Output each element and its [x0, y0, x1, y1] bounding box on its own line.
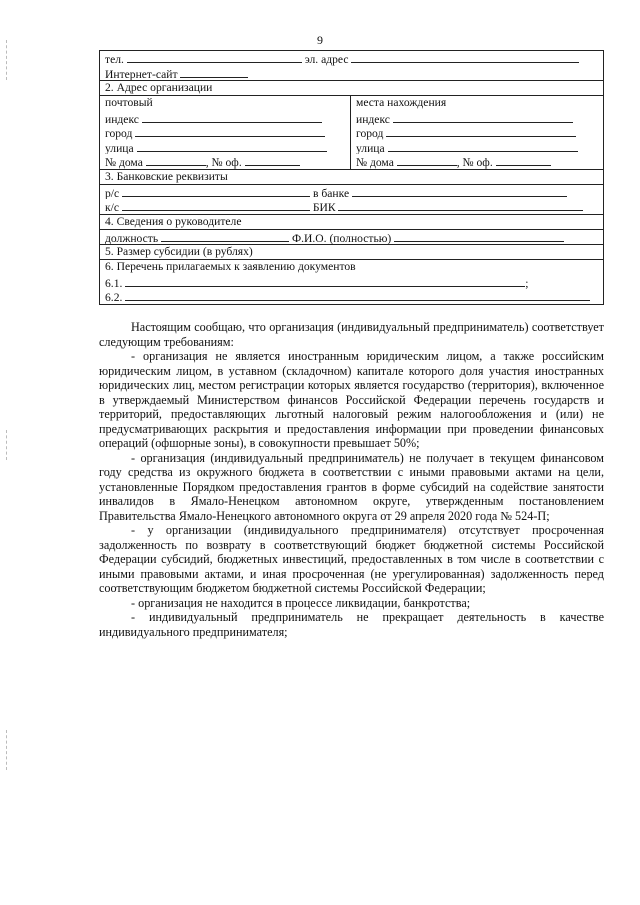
phone-email-row	[105, 51, 598, 66]
doc-1-end: ;	[525, 276, 529, 289]
section-3-title: 3. Банковские реквизиты	[100, 169, 604, 184]
account-field[interactable]	[122, 185, 310, 197]
postal-house-field[interactable]	[146, 154, 206, 166]
location-address-cell	[351, 96, 604, 170]
location-office-field[interactable]	[496, 154, 551, 166]
email-label: эл. адрес	[304, 53, 349, 66]
website-field[interactable]	[180, 66, 248, 78]
fio-field[interactable]	[394, 230, 564, 242]
postal-house-label: № дома	[105, 156, 143, 169]
postal-house-row	[105, 154, 345, 169]
section-4-title: 4. Сведения о руководителе	[100, 214, 604, 229]
postal-index-row	[105, 111, 345, 126]
scan-margin-mark	[6, 40, 7, 80]
postal-city-label: город	[105, 127, 133, 140]
requirement-item: - организация не находится в процессе ликвидации, банкротства;	[131, 595, 471, 610]
head-row	[105, 230, 598, 245]
location-index-row	[356, 111, 598, 126]
bik-field[interactable]	[338, 199, 583, 211]
declaration-text	[99, 320, 604, 639]
location-street-field[interactable]	[388, 140, 578, 152]
scan-margin-mark	[6, 430, 7, 460]
requirement-item: - организация (индивидуальный предприниматель) не получает в текущем финансовом году средства из окружного бюджета в соответствии с иными правовыми актами на цели, установленные Порядком предоставления грантов в форме субсидий на содействие занятости инвалидов в Ямало-Ненецком автономном округе, утвержденным постановлением Правительства Ямало-Ненецкого автономного округа от 29 апреля 2020 года № 524-П;	[99, 450, 604, 523]
bik-label: БИК	[312, 201, 336, 214]
postal-address-cell	[100, 96, 351, 170]
doc-2-row	[105, 289, 598, 304]
postal-office-field[interactable]	[245, 154, 300, 166]
bank-label: в банке	[312, 186, 350, 199]
doc-1-label: 6.1.	[105, 276, 123, 289]
section-6-title: 6. Перечень прилагаемых к заявлению документов	[105, 260, 356, 273]
location-city-label: город	[356, 127, 384, 140]
phone-label: тел.	[105, 53, 124, 66]
postal-label: почтовый	[105, 96, 153, 109]
corr-account-label: к/с	[105, 201, 119, 214]
postal-street-row	[105, 140, 345, 155]
postal-index-label: индекс	[105, 112, 139, 125]
account-label: р/с	[105, 186, 120, 199]
bank-details-cell	[100, 184, 604, 214]
section-2-title: 2. Адрес организации	[100, 81, 604, 96]
application-form-table	[99, 50, 604, 305]
location-house-label: № дома	[356, 156, 394, 169]
doc-2-field[interactable]	[125, 289, 590, 301]
location-house-row	[356, 154, 598, 169]
postal-office-label: , № оф.	[205, 156, 242, 169]
doc-2-label: 6.2.	[105, 291, 123, 304]
declaration-intro: Настоящим сообщаю, что организация (индивидуальный предприниматель) соответствует следующим требованиям:	[99, 320, 604, 349]
location-office-label: , № оф.	[456, 156, 493, 169]
scan-margin-mark	[6, 730, 7, 770]
email-field[interactable]	[351, 51, 579, 63]
location-street-label: улица	[356, 141, 385, 154]
location-street-row	[356, 140, 598, 155]
location-index-label: индекс	[356, 112, 390, 125]
location-city-field[interactable]	[386, 125, 576, 137]
position-field[interactable]	[161, 230, 289, 242]
requirement-item: - индивидуальный предприниматель не прекращает деятельность в качестве индивидуального предпринимателя;	[99, 610, 604, 639]
doc-1-row	[105, 275, 598, 290]
location-label: места нахождения	[356, 96, 447, 109]
documents-cell	[100, 260, 604, 305]
location-city-row	[356, 125, 598, 140]
bank-field[interactable]	[352, 185, 567, 197]
postal-index-field[interactable]	[142, 111, 322, 123]
section-5-title: 5. Размер субсидии (в рублях)	[100, 245, 604, 260]
doc-1-field[interactable]	[125, 275, 525, 287]
corr-row	[105, 199, 598, 214]
corr-account-field[interactable]	[122, 199, 310, 211]
website-row	[105, 66, 598, 81]
contacts-cell	[100, 51, 604, 81]
account-row	[105, 185, 598, 200]
phone-field[interactable]	[127, 51, 302, 63]
website-label: Интернет-сайт	[105, 67, 178, 80]
location-house-field[interactable]	[397, 154, 457, 166]
requirement-item: - организация не является иностранным юридическим лицом, а также российским юридическим лицом, в уставном (складочном) капитале которого доля участия иностранных юридических лиц, местом регистрации которых является государство (территория), включенное в утверждаемый Министерством финансов Российской Федерации перечень государств и территорий, предоставляющих льготный налоговый режим налогообложения и (или) не предусматривающих раскрытия и предоставления информации при проведении финансовых операций (офшорные зоны), в совокупности превышает 50%;	[99, 349, 604, 450]
page-number: 9	[317, 33, 323, 47]
postal-city-field[interactable]	[135, 125, 325, 137]
fio-label: Ф.И.О. (полностью)	[291, 231, 392, 244]
position-label: должность	[105, 231, 159, 244]
postal-city-row	[105, 125, 345, 140]
location-index-field[interactable]	[393, 111, 573, 123]
postal-street-field[interactable]	[137, 140, 327, 152]
requirement-item: - у организации (индивидуального предпринимателя) отсутствует просроченная задолженность по возврату в соответствующий бюджет бюджетной системы Российской Федерации субсидий, бюджетных инвестиций, предоставленных в том числе в соответствии с иными правовыми актами, и иная просроченная (не урегулированная) задолженность перед соответствующим бюджетом бюджетной системы Российской Федерации;	[99, 523, 604, 595]
postal-street-label: улица	[105, 141, 134, 154]
head-info-cell	[100, 229, 604, 245]
